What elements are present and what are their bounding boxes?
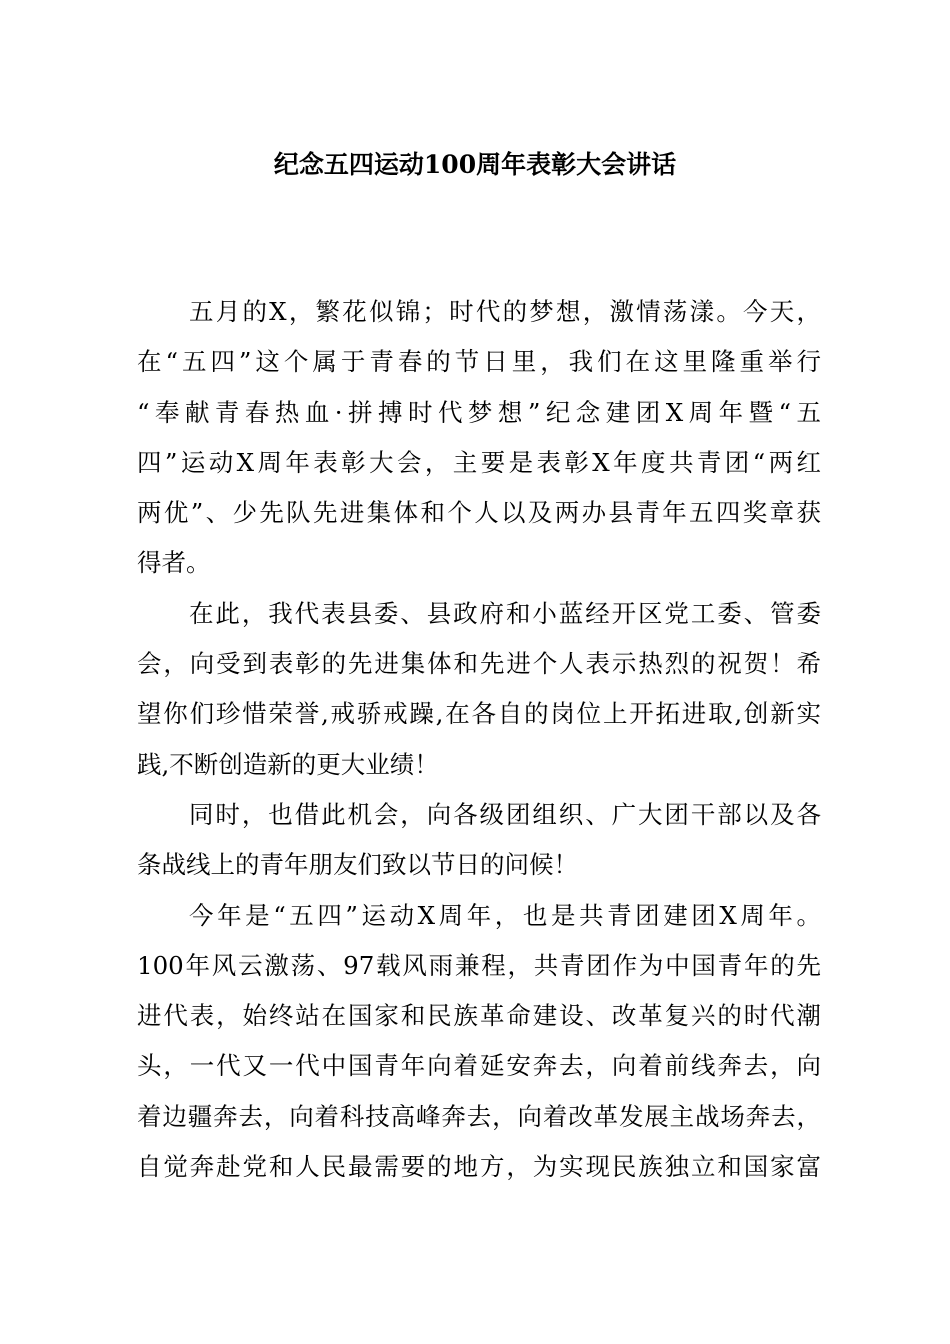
text-line: 两优”、少先队先进集体和个人以及两办县青年五四奖章获 — [137, 498, 821, 528]
text-line: 在此，我代表县委、县政府和小蓝经开区党工委、管委 — [189, 598, 821, 628]
document-body — [137, 294, 821, 1199]
text-line: 践,不断创造新的更大业绩！ — [137, 749, 439, 779]
text-line: 五月的X，繁花似锦；时代的梦想，激情荡漾。今天， — [189, 297, 821, 326]
text-line: 会，向受到表彰的先进集体和先进个人表示热烈的祝贺！希 — [137, 649, 821, 679]
text-line: “奉献青春热血·拼搏时代梦想”纪念建团X周年暨“五 — [137, 397, 821, 427]
text-line: 头，一代又一代中国青年向着延安奔去，向着前线奔去，向 — [137, 1051, 821, 1081]
text-line: 四”运动X周年表彰大会，主要是表彰X年度共青团“两红 — [137, 447, 821, 477]
text-line: 今年是“五四”运动X周年，也是共青团建团X周年。 — [189, 900, 821, 930]
text-line: 在“五四”这个属于青春的节日里，我们在这里隆重举行 — [137, 347, 821, 377]
text-line: 同时，也借此机会，向各级团组织、广大团干部以及各 — [189, 799, 821, 829]
document-title: 纪念五四运动100周年表彰大会讲话 — [273, 150, 677, 179]
text-line: 得者。 — [137, 548, 211, 578]
text-line: 自觉奔赴党和人民最需要的地方，为实现民族独立和国家富 — [137, 1152, 821, 1182]
text-line: 进代表，始终站在国家和民族革命建设、改革复兴的时代潮 — [137, 1001, 821, 1031]
text-line: 100年风云激荡、97载风雨兼程，共青团作为中国青年的先 — [137, 950, 821, 980]
text-line: 望你们珍惜荣誉,戒骄戒躁,在各自的岗位上开拓进取,创新实 — [137, 699, 821, 729]
text-line: 着边疆奔去，向着科技高峰奔去，向着改革发展主战场奔去， — [137, 1101, 821, 1131]
text-line: 条战线上的青年朋友们致以节日的问候！ — [137, 850, 578, 880]
